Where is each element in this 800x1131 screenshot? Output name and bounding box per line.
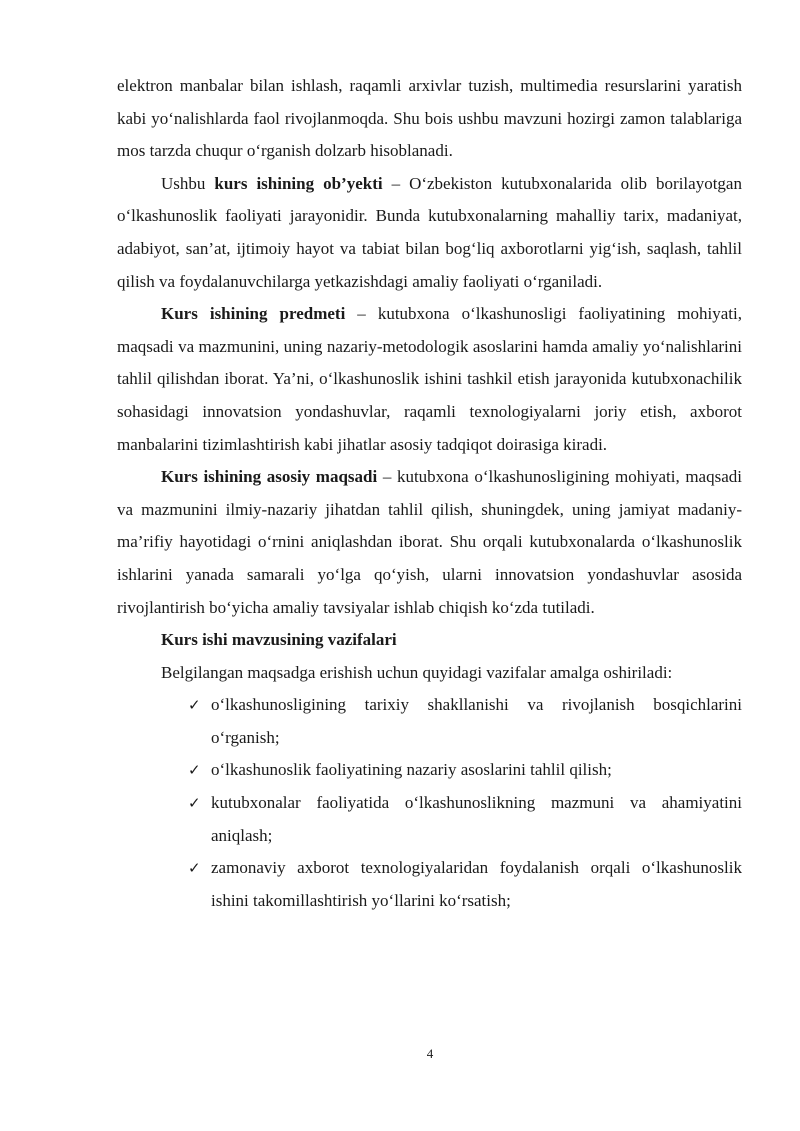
check-icon: ✓ (188, 696, 201, 715)
document-page (117, 70, 742, 917)
list-item (186, 852, 742, 917)
goal-term: Kurs ishining asosiy maqsadi (161, 467, 378, 487)
list-item (186, 754, 742, 787)
paragraph-intro: elektron manbalar bilan ishlash, raqamli arxivlar tuzish, multimedia resurslarini yaratish kabi yo‘nalishlarda faol rivojlanmoqda. Shu bois ushbu mavzuni hozirgi zamon talablariga mos tarzda chuqur o‘rganish dolzarb hisoblanadi. (117, 76, 742, 161)
check-icon: ✓ (188, 859, 201, 878)
paragraph-goal (117, 461, 742, 624)
object-text: – O‘zbekiston kutubxonalarida olib borilayotgan o‘lkashunoslik faoliyati jarayonidir. Bunda kutubxonalarning mahalliy tarix, madaniyat, adabiyot, san’at, ijtimoiy hayot va tabiat bilan bog‘liq axborotlarni yig‘ish, saqlash, tahlil qilish va foydalanuvchilarga yetkazishdagi amaliy faoliyati o‘rganiladi. (117, 173, 742, 291)
paragraph-subject (117, 298, 742, 461)
check-icon: ✓ (188, 761, 201, 780)
page-number: 4 (426, 1046, 434, 1061)
task-text: kutubxonalar faoliyatida o‘lkashunoslikning mazmuni va ahamiyatini aniqlash; (211, 793, 742, 845)
tasks-intro: Belgilangan maqsadga erishish uchun quyidagi vazifalar amalga oshiriladi: (161, 662, 673, 682)
paragraph-object (117, 168, 742, 298)
tasks-list (117, 689, 742, 917)
list-item (186, 787, 742, 852)
check-icon: ✓ (188, 794, 201, 813)
goal-text: – kutubxona o‘lkashunosligining mohiyati, maqsadi va mazmunini ilmiy-nazariy jihatdan tahlil qilish, shuningdek, uning jamiyat madaniy-ma’rifiy hayotidagi o‘rnini aniqlashdan iborat. Shu orqali kutubxonalarda o‘lkashunoslik ishlarini yanada samarali yo‘lga qo‘yish, ularni innovatsion yondashuvlar asosida rivojlantirish bo‘yicha amaliy tavsiyalar ishlab chiqish ko‘zda tutiladi. (117, 467, 742, 617)
object-prefix: Ushbu (161, 173, 215, 193)
object-term: kurs ishining ob’yekti (214, 173, 383, 193)
task-text: o‘lkashunoslik faoliyatining nazariy asoslarini tahlil qilish; (211, 760, 612, 780)
subject-term: Kurs ishining predmeti (161, 304, 346, 324)
subject-text: – kutubxona o‘lkashunosligi faoliyatining mohiyati, maqsadi va mazmunini, uning nazariy-metodologik asoslarini hamda amaliy yo‘nalishlarini tahlil qilishdan iborat. Ya’ni, o‘lkashunoslik ishini tashkil etish jarayonida kutubxonachilik sohasidagi innovatsion yondashuvlar, raqamli texnologiyalarni joriy etish, axborot manbalarini tizimlashtirish kabi jihatlar asosiy tadqiqot doirasiga kiradi. (117, 304, 742, 454)
task-text: o‘lkashunosligining tarixiy shakllanishi va rivojlanish bosqichlarini o‘rganish; (211, 695, 742, 747)
list-item (186, 689, 742, 754)
tasks-heading: Kurs ishi mavzusining vazifalari (161, 630, 397, 650)
task-text: zamonaviy axborot texnologiyalaridan foydalanish orqali o‘lkashunoslik ishini takomillashtirish yo‘llarini ko‘rsatish; (211, 858, 742, 910)
